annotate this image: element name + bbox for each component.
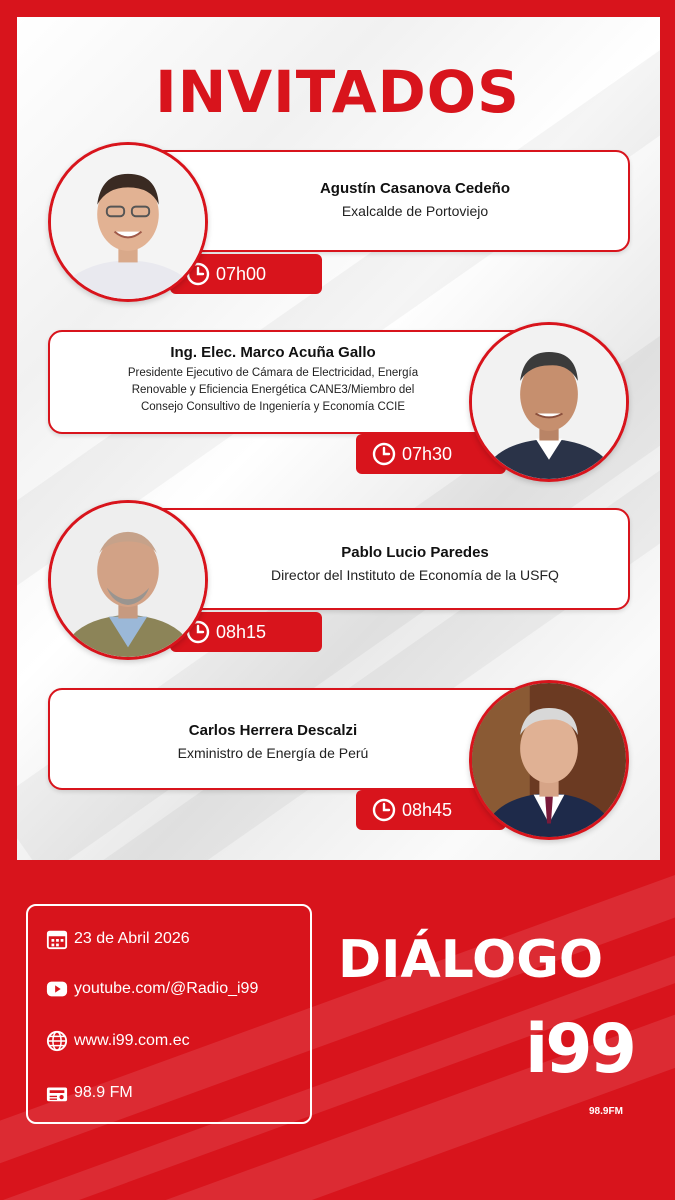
clock-icon bbox=[372, 798, 396, 822]
guest-role-line: Renovable y Eficiencia Energética CANE3/Miembro del bbox=[131, 384, 415, 396]
guest-role: Exalcalde de Portoviejo bbox=[341, 203, 489, 219]
guest-photo-4 bbox=[469, 680, 629, 840]
info-radio-text: 98.9 FM bbox=[74, 1084, 133, 1101]
info-youtube-text[interactable]: youtube.com/@Radio_i99 bbox=[74, 980, 259, 997]
info-box bbox=[26, 904, 312, 1124]
info-youtube[interactable] bbox=[46, 978, 258, 1000]
guest-role: Director del Instituto de Economía de la USFQ bbox=[271, 567, 559, 583]
guest-name: Carlos Herrera Descalzi bbox=[188, 722, 358, 739]
info-date bbox=[46, 928, 190, 950]
guest-card-1 bbox=[150, 150, 630, 252]
guest-card-2 bbox=[48, 330, 528, 434]
info-web-text[interactable]: www.i99.com.ec bbox=[74, 1032, 190, 1049]
guest-time-label: 07h30 bbox=[402, 443, 453, 464]
guest-card-3 bbox=[150, 508, 630, 610]
guest-card-4 bbox=[48, 688, 528, 790]
clock-icon bbox=[372, 442, 396, 466]
program-title: DIÁLOGO bbox=[338, 930, 604, 990]
guest-name: Agustín Casanova Cedeño bbox=[319, 180, 511, 197]
radio-icon bbox=[46, 1082, 68, 1104]
guest-name: Pablo Lucio Paredes bbox=[341, 544, 489, 561]
guest-photo-3 bbox=[48, 500, 208, 660]
guest-photo-2 bbox=[469, 322, 629, 482]
station-logo-frequency: 98.9FM bbox=[589, 1106, 623, 1117]
station-logo: i99 bbox=[525, 1010, 634, 1089]
info-web[interactable] bbox=[46, 1030, 190, 1052]
calendar-icon bbox=[46, 928, 68, 950]
guest-time-label: 08h15 bbox=[216, 621, 267, 642]
guest-role-line: Consejo Consultivo de Ingeniería y Economía CCIE bbox=[140, 401, 405, 413]
page-title: INVITADOS bbox=[155, 58, 520, 126]
guest-name: Ing. Elec. Marco Acuña Gallo bbox=[170, 344, 376, 361]
youtube-icon bbox=[46, 978, 68, 1000]
info-radio bbox=[46, 1082, 133, 1104]
guest-photo-1 bbox=[48, 142, 208, 302]
guest-time-label: 07h00 bbox=[216, 263, 267, 284]
info-date-text: 23 de Abril 2026 bbox=[74, 930, 190, 947]
guest-time-label: 08h45 bbox=[402, 799, 453, 820]
globe-icon bbox=[46, 1030, 68, 1052]
guest-role-line: Presidente Ejecutivo de Cámara de Electricidad, Energía bbox=[127, 367, 419, 379]
guest-role: Exministro de Energía de Perú bbox=[177, 745, 369, 761]
